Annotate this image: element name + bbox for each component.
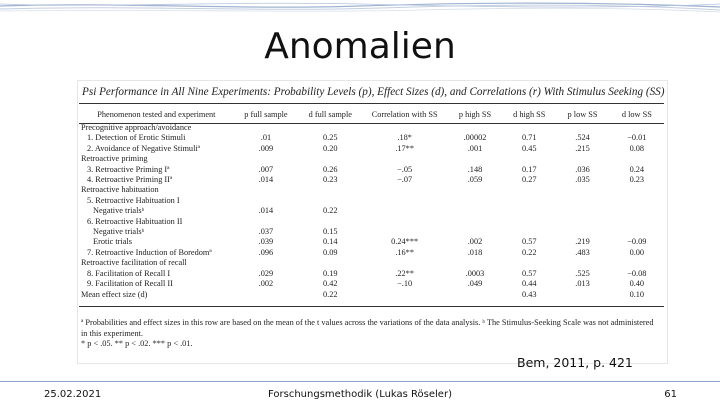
table-cell: .014 (258, 175, 274, 185)
table-cell: −0.09 (627, 237, 647, 247)
table-cell: 0.10 (629, 289, 645, 299)
table-cell: .002 (467, 237, 483, 247)
table-row (79, 217, 664, 227)
table-cell: .524 (575, 133, 590, 143)
table-cell (555, 185, 609, 195)
table-row (79, 269, 664, 279)
table-row (79, 258, 664, 268)
table-cell (298, 185, 362, 195)
table-header-row (79, 106, 664, 123)
table-cell: 0.57 (522, 237, 537, 247)
table-row (79, 196, 664, 206)
table-cell (503, 227, 555, 237)
table-cell: 0.42 (323, 279, 338, 289)
table-row (79, 248, 664, 258)
table-cell (234, 123, 298, 133)
row-label: Negative trialsᵇ (93, 206, 145, 216)
table-cell (447, 154, 503, 164)
table-cell (610, 227, 664, 237)
table-cell (362, 227, 446, 237)
table-row (79, 165, 664, 175)
table-body (79, 123, 664, 300)
table-cell: .039 (258, 237, 274, 247)
table-cell: .018 (467, 247, 483, 257)
table-cell: .007 (258, 164, 274, 174)
table-cell (234, 290, 298, 300)
table-row (79, 290, 664, 300)
table-cell: −.10 (397, 279, 413, 289)
table-cell: .013 (575, 279, 590, 289)
row-label: 3. Retroactive Priming Iª (87, 164, 170, 174)
table-cell (555, 217, 609, 227)
column-header-d-high-ss: d high SS (513, 110, 546, 119)
table-cell: .002 (258, 279, 274, 289)
table-cell: .16** (395, 247, 414, 257)
table-cell (610, 206, 664, 216)
table-cell: .059 (467, 175, 483, 185)
table-cell: .219 (575, 237, 590, 247)
table-row (79, 133, 664, 143)
table-cell: 0.27 (522, 175, 537, 185)
table-notes (81, 318, 661, 350)
row-label: Retroactive habituation (81, 185, 159, 195)
table-cell: .029 (258, 268, 274, 278)
table-cell (298, 154, 362, 164)
table-row (79, 227, 664, 237)
table-cell (555, 290, 609, 300)
table-cell (555, 258, 609, 268)
table-cell (362, 217, 446, 227)
table-cell: .009 (258, 143, 274, 153)
row-label: Precognitive approach/avoidance (81, 123, 192, 132)
table-cell (555, 227, 609, 237)
table-cell (234, 196, 298, 206)
table-cell: .037 (258, 227, 274, 237)
table-cell (610, 185, 664, 195)
table-cell (447, 217, 503, 227)
source-citation: Bem, 2011, p. 421 (517, 355, 633, 370)
table-cell (503, 154, 555, 164)
table-cell: 0.23 (323, 175, 338, 185)
table-cell (298, 258, 362, 268)
row-label: 8. Facilitation of Recall I (87, 268, 171, 278)
table-cell: .22** (395, 268, 414, 278)
table-cell: −.05 (397, 164, 413, 174)
table-cell: .148 (467, 164, 483, 174)
row-label: 1. Detection of Erotic Stimuli (87, 133, 186, 143)
table-cell: .001 (467, 143, 483, 153)
row-label: 5. Retroactive Habituation I (87, 195, 180, 205)
table-cell (610, 217, 664, 227)
row-label: Negative trialsᵇ (93, 227, 145, 237)
table-cell (234, 217, 298, 227)
table-bottom-rule (79, 306, 664, 307)
table-cell: .525 (575, 268, 590, 278)
table-row (79, 123, 664, 133)
table-cell: 0.08 (629, 143, 645, 153)
table-cell (503, 206, 555, 216)
table-cell (447, 206, 503, 216)
table-cell (610, 196, 664, 206)
row-label: Retroactive priming (81, 154, 148, 164)
footer-course-title: Forschungsmethodik (Lukas Röseler) (268, 389, 452, 400)
table-cell: 0.15 (323, 227, 338, 237)
table-cell (447, 290, 503, 300)
table-cell: −0.08 (627, 268, 647, 278)
table-cell: 0.43 (522, 289, 537, 299)
table-cell (503, 217, 555, 227)
row-label: 2. Avoidance of Negative Stimuliª (87, 143, 200, 153)
table-cell: .035 (575, 175, 590, 185)
table-cell: 0.09 (323, 247, 338, 257)
table-cell: 0.00 (629, 247, 645, 257)
row-label: 4. Retroactive Priming IIª (87, 175, 173, 185)
table-cell (362, 185, 446, 195)
slide-title: Anomalien (264, 26, 456, 67)
table-cell: 0.24 (629, 164, 645, 174)
table-cell (298, 123, 362, 133)
table-cell (362, 290, 446, 300)
column-header-d-low-ss: d low SS (621, 110, 652, 119)
table-cell: 0.40 (629, 279, 645, 289)
column-header-phenomenon: Phenomenon tested and experiment (97, 110, 216, 119)
table-cell: 0.23 (629, 175, 645, 185)
table-row (79, 279, 664, 289)
table-cell (362, 196, 446, 206)
table-cell (362, 258, 446, 268)
table-cell: 0.22 (323, 289, 338, 299)
table-cell: 0.57 (522, 268, 537, 278)
table-cell (447, 123, 503, 133)
row-label: 6. Retroactive Habituation II (87, 216, 183, 226)
table-cell (610, 258, 664, 268)
table-cell (503, 258, 555, 268)
table-row (79, 154, 664, 164)
row-label: Erotic trials (93, 237, 132, 247)
table-cell: 0.17 (522, 164, 537, 174)
row-label: 7. Retroactive Induction of Boredomª (87, 247, 212, 257)
table-cell: 0.71 (522, 133, 537, 143)
table-cell (555, 196, 609, 206)
table-cell: .483 (575, 247, 590, 257)
table-cell (503, 185, 555, 195)
table-row (79, 206, 664, 216)
table-cell (298, 217, 362, 227)
column-header-p-full: p full sample (244, 110, 288, 119)
table-cell: .014 (258, 206, 274, 216)
table-row (79, 185, 664, 195)
table-cell: 0.22 (323, 206, 338, 216)
table-cell (298, 196, 362, 206)
table-cell (610, 154, 664, 164)
table-cell (447, 185, 503, 195)
table-cell: .215 (575, 143, 590, 153)
table-cell (610, 123, 664, 133)
table-top-rule (79, 103, 664, 104)
table-cell (447, 258, 503, 268)
table-cell (234, 154, 298, 164)
column-header-correlation-ss: Correlation with SS (371, 110, 438, 119)
top-decorative-band (0, 0, 720, 14)
table-cell: .17** (395, 143, 414, 153)
table-cell: 0.14 (323, 237, 338, 247)
table-cell (503, 196, 555, 206)
table-cell: 0.25 (323, 133, 338, 143)
table-cell: 0.26 (323, 164, 338, 174)
table-cell (555, 154, 609, 164)
table-cell (447, 196, 503, 206)
table-cell: 0.19 (323, 268, 338, 278)
table-cell: 0.44 (522, 279, 537, 289)
footer-divider (0, 381, 720, 382)
table-cell (362, 154, 446, 164)
table-cell (503, 123, 555, 133)
table-cell: .00002 (463, 133, 487, 143)
column-header-d-full: d full sample (308, 110, 352, 119)
table-cell: .18* (397, 133, 412, 143)
column-header-p-high-ss: p high SS (458, 110, 492, 119)
psi-performance-table (79, 106, 664, 300)
table-caption: Psi Performance in All Nine Experiments: Probability Levels (p), Effect Sizes (d), and Correlations (r) With Stimulus Seeking (SS) (82, 86, 665, 98)
table-cell (447, 227, 503, 237)
table-cell: 0.45 (522, 143, 537, 153)
table-cell (362, 206, 446, 216)
table-row (79, 144, 664, 154)
table-cell: .036 (575, 164, 590, 174)
table-cell (555, 123, 609, 133)
row-label: 9. Facilitation of Recall II (87, 279, 173, 289)
table-cell: .0003 (465, 268, 485, 278)
table-cell: 0.24*** (391, 237, 419, 247)
table-cell (234, 185, 298, 195)
row-label: Retroactive facilitation of recall (81, 258, 187, 268)
footer-page-number: 61 (664, 389, 677, 400)
table-cell: −.07 (397, 175, 413, 185)
column-header-p-low-ss: p low SS (567, 110, 598, 119)
row-label: Mean effect size (d) (81, 289, 148, 299)
table-cell (362, 123, 446, 133)
table-footnote-significance: * p < .05. ** p < .02. *** p < .01. (81, 339, 193, 348)
table-cell: .01 (260, 133, 272, 143)
table-cell: −0.01 (627, 133, 647, 143)
table-cell: 0.20 (323, 143, 338, 153)
table-cell (555, 206, 609, 216)
table-cell: 0.22 (522, 247, 537, 257)
footer-date: 25.02.2021 (44, 389, 102, 400)
table-cell: .049 (467, 279, 483, 289)
table-cell (234, 258, 298, 268)
table-row (79, 175, 664, 185)
table-footnote-ab: ª Probabilities and effect sizes in this row are based on the mean of the t values across the variations of the data analysis. ᵇ The Stimulus-Seeking Scale was not administered in this experiment. (81, 318, 654, 338)
table-cell: .096 (258, 247, 274, 257)
table-row (79, 237, 664, 247)
